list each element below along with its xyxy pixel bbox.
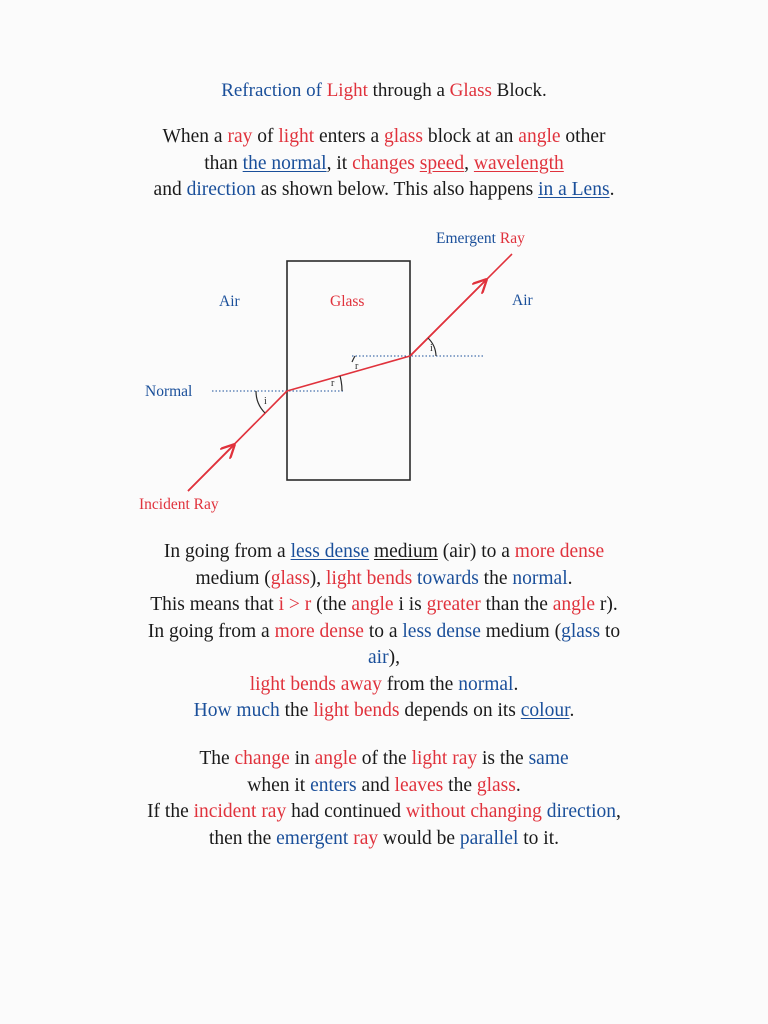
- angle-r-top-label: r: [355, 361, 359, 372]
- text-line: [40, 124, 728, 151]
- text-line: [40, 566, 728, 593]
- text-line: [40, 672, 728, 699]
- text-segment: normal: [458, 673, 514, 695]
- text-segment: air: [368, 647, 389, 668]
- text-segment: light bends: [326, 567, 413, 589]
- text-segment: enters: [310, 774, 357, 796]
- page-title: [0, 80, 768, 102]
- text-segment: i > r: [278, 594, 312, 615]
- angle-i-right-label: i: [430, 343, 433, 354]
- glass-label: Glass: [330, 293, 365, 310]
- refracted-ray: [287, 356, 410, 391]
- text-line: [40, 645, 728, 672]
- text-segment: and: [356, 774, 395, 796]
- text-segment: of: [252, 126, 279, 147]
- emergent-ray-label: [436, 230, 525, 247]
- text-segment: light bends: [313, 700, 400, 721]
- text-segment: light ray: [411, 748, 478, 769]
- text-segment: Refraction of: [221, 80, 327, 101]
- text-segment: glass: [476, 774, 516, 796]
- intro-paragraph: [40, 124, 728, 204]
- text-segment: In going from a: [163, 541, 291, 562]
- text-segment: normal: [512, 567, 568, 589]
- text-segment: than the: [480, 594, 553, 615]
- text-segment: angle: [351, 594, 394, 615]
- text-segment: .: [569, 700, 575, 721]
- text-line: [40, 773, 728, 800]
- emergent-ray-arrow: [410, 280, 486, 356]
- text-segment: the: [443, 774, 477, 796]
- text-segment: ,: [616, 801, 621, 822]
- text-segment: in: [289, 748, 315, 769]
- refraction-diagram: [0, 220, 768, 530]
- text-segment: other: [560, 126, 606, 147]
- text-line: [40, 826, 728, 853]
- text-segment: angle: [314, 748, 357, 769]
- text-segment: glass: [383, 126, 423, 147]
- text-segment: In going from a: [147, 620, 275, 642]
- text-segment: r).: [595, 594, 618, 615]
- text-segment: to it.: [518, 827, 560, 849]
- angle-i-left-label: i: [264, 396, 267, 407]
- text-segment: more dense: [514, 541, 605, 562]
- text-segment: when it: [247, 774, 311, 796]
- text-segment: enters a: [314, 126, 384, 147]
- text-segment: medium (: [480, 620, 562, 642]
- text-segment: light bends: [249, 673, 336, 695]
- air-right-label: Air: [512, 292, 533, 309]
- text-segment: wavelength: [473, 152, 564, 174]
- text-segment: .: [609, 179, 615, 200]
- text-segment: the normal: [242, 152, 327, 174]
- text-segment: (air) to a: [437, 541, 515, 562]
- text-segment: towards: [417, 567, 479, 589]
- text-segment: as shown below. This also happens: [255, 179, 539, 200]
- text-segment: then the: [208, 827, 277, 849]
- text-segment: .: [567, 567, 573, 589]
- incident-ray-label: Incident Ray: [139, 496, 219, 513]
- text-segment: glass: [270, 567, 310, 589]
- text-segment: through a: [367, 80, 450, 101]
- text-segment: incident ray: [193, 801, 287, 822]
- text-segment: light: [278, 126, 315, 147]
- text-segment: to a: [363, 620, 403, 642]
- text-segment: Light: [326, 80, 368, 101]
- text-segment: the: [478, 567, 513, 589]
- text-segment: in a Lens: [538, 179, 610, 200]
- text-line: [40, 539, 728, 566]
- text-segment: medium (: [195, 567, 271, 589]
- text-segment: the: [279, 700, 314, 721]
- normal-label: Normal: [145, 383, 193, 400]
- text-segment: changes: [352, 152, 415, 174]
- text-segment: leaves: [394, 774, 444, 796]
- refraction-explanation: [40, 539, 728, 725]
- text-segment: glass: [561, 620, 601, 642]
- text-segment: block at an: [422, 126, 519, 147]
- text-segment: without changing: [405, 801, 542, 822]
- text-segment: (the: [311, 594, 352, 615]
- text-segment: away: [340, 673, 382, 695]
- angle-arc-r-inside: [340, 376, 342, 391]
- text-segment: direction: [546, 801, 617, 822]
- text-segment: , it: [326, 152, 353, 174]
- text-segment: direction: [186, 179, 256, 200]
- text-line: [40, 592, 728, 619]
- text-segment: ,: [464, 152, 474, 174]
- text-segment: .: [513, 673, 519, 695]
- emergent-label-segment: Emergent: [436, 230, 500, 247]
- text-segment: and: [153, 179, 187, 200]
- text-segment: same: [528, 748, 569, 769]
- text-line: [40, 698, 728, 725]
- text-segment: change: [234, 748, 290, 769]
- text-segment: When a: [162, 126, 228, 147]
- emergent-label-segment: Ray: [499, 230, 525, 247]
- text-segment: speed: [419, 152, 465, 174]
- text-line: [40, 619, 728, 646]
- text-segment: more dense: [274, 620, 364, 642]
- text-line: [40, 177, 728, 204]
- text-segment: angle: [552, 594, 596, 615]
- text-segment: This means that: [150, 594, 279, 615]
- text-segment: The: [199, 748, 235, 769]
- text-line: [40, 799, 728, 826]
- air-left-label: Air: [219, 293, 240, 310]
- angle-change-explanation: [40, 746, 728, 852]
- text-segment: less dense: [402, 620, 481, 642]
- text-segment: from the: [381, 673, 459, 695]
- text-segment: of the: [356, 748, 412, 769]
- text-segment: is the: [477, 748, 529, 769]
- text-segment: medium: [373, 541, 438, 562]
- text-segment: i is: [393, 594, 427, 615]
- incident-ray-arrow: [188, 445, 234, 491]
- text-segment: had continued: [286, 801, 406, 822]
- text-segment: emergent: [276, 827, 349, 849]
- text-segment: ray: [227, 126, 253, 147]
- text-segment: greater: [426, 594, 481, 615]
- text-segment: angle: [518, 126, 561, 147]
- text-segment: parallel: [459, 827, 519, 849]
- text-segment: ),: [309, 567, 327, 589]
- text-segment: colour: [520, 700, 570, 721]
- text-segment: ray: [353, 827, 379, 849]
- text-line: [40, 151, 728, 178]
- text-segment: How much: [193, 700, 280, 721]
- text-segment: ),: [388, 647, 400, 668]
- text-segment: would be: [378, 827, 460, 849]
- text-segment: If the: [147, 801, 194, 822]
- text-segment: .: [515, 774, 521, 796]
- text-segment: less dense: [290, 541, 370, 562]
- angle-r-inside-label: r: [331, 378, 335, 389]
- text-segment: than: [204, 152, 243, 174]
- text-segment: depends on its: [399, 700, 521, 721]
- text-segment: Block.: [491, 80, 547, 101]
- text-segment: to: [600, 620, 621, 642]
- text-segment: Glass: [449, 80, 492, 101]
- text-line: [40, 746, 728, 773]
